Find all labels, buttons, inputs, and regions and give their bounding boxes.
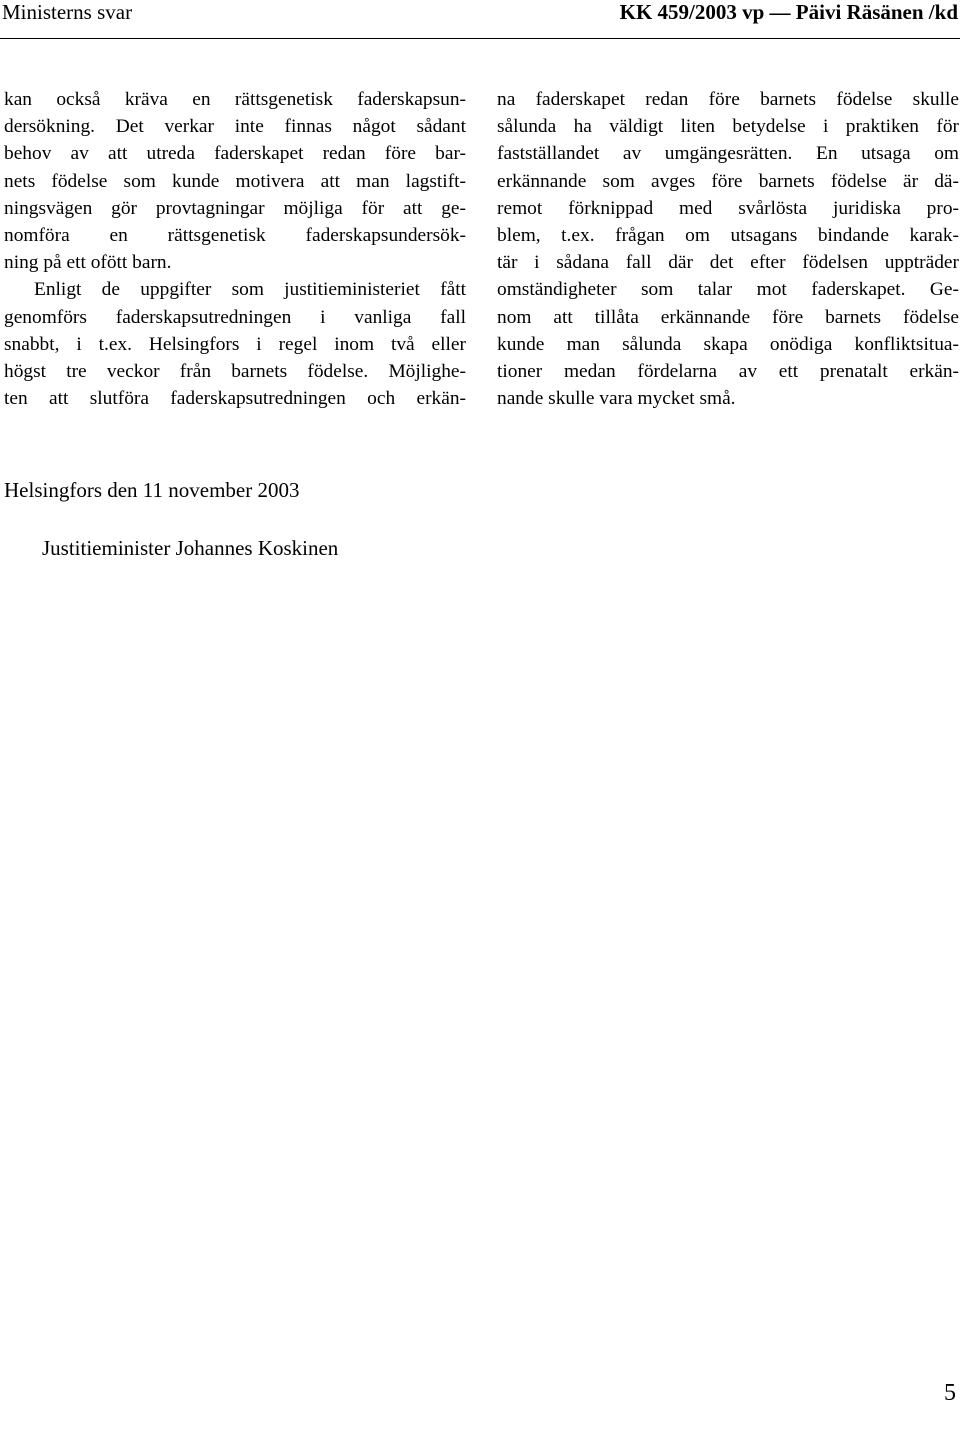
page-number: 5 [944, 1380, 956, 1406]
body-text-line: dersökning. Det verkar inte finnas något sådant [4, 116, 466, 138]
body-text-line: snabbt, i t.ex. Helsingfors i regel inom två eller [4, 333, 466, 355]
body-text-line: behov av att utreda faderskapet redan före bar- [4, 143, 466, 165]
body-text-line: omständigheter som talar mot faderskapet. Ge- [497, 279, 959, 301]
body-text-line: ten att slutföra faderskapsutredningen och erkän- [4, 388, 466, 410]
body-text-line: nets födelse som kunde motivera att man lagstift- [4, 170, 466, 192]
body-text-line: kunde man sålunda skapa onödiga konfliktsitua- [497, 333, 959, 355]
body-text-line: tioner medan fördelarna av ett prenatalt erkän- [497, 360, 959, 382]
body-text-line: nomföra en rättsgenetisk faderskapsundersök- [4, 224, 466, 246]
body-text-line: tär i sådana fall där det efter födelsen uppträder [497, 252, 959, 274]
body-text-line: ning på ett ofött barn. [4, 252, 172, 274]
body-text-line: remot förknippad med svårlösta juridiska pro- [497, 197, 959, 219]
body-text-line: genomförs faderskapsutredningen i vanliga fall [4, 306, 466, 328]
body-text-line: kan också kräva en rättsgenetisk faderskapsun- [4, 89, 466, 110]
signature-name: Justitieminister Johannes Koskinen [42, 536, 339, 560]
body-text-line: fastställandet av umgängesrätten. En utsaga om [497, 143, 959, 165]
page-header [0, 0, 960, 24]
header-document-reference: KK 459/2003 vp — Päivi Räsänen /kd [619, 0, 958, 24]
body-text-line: sålunda ha väldigt liten betydelse i praktiken för [497, 116, 959, 138]
body-text-line: erkännande som avges före barnets födelse är dä- [497, 170, 959, 192]
body-text-line: blem, t.ex. frågan om utsagans bindande karak- [497, 224, 959, 246]
body-text-line: na faderskapet redan före barnets födelse skulle [497, 89, 959, 110]
body-text-line: Enligt de uppgifter som justitieministeriet fått [34, 279, 466, 301]
body-text-line: nande skulle vara mycket små. [497, 388, 736, 410]
header-section-title: Ministerns svar [2, 0, 133, 24]
body-text-line: högst tre veckor från barnets födelse. Möjlighe- [4, 360, 466, 382]
header-divider [0, 38, 960, 39]
body-text-line: nom att tillåta erkännande före barnets födelse [497, 306, 959, 328]
body-right-column [497, 86, 959, 412]
signature-place-date: Helsingfors den 11 november 2003 [4, 478, 300, 502]
body-text-line: ningsvägen gör provtagningar möjliga för att ge- [4, 197, 466, 219]
body-left-column [4, 86, 466, 412]
